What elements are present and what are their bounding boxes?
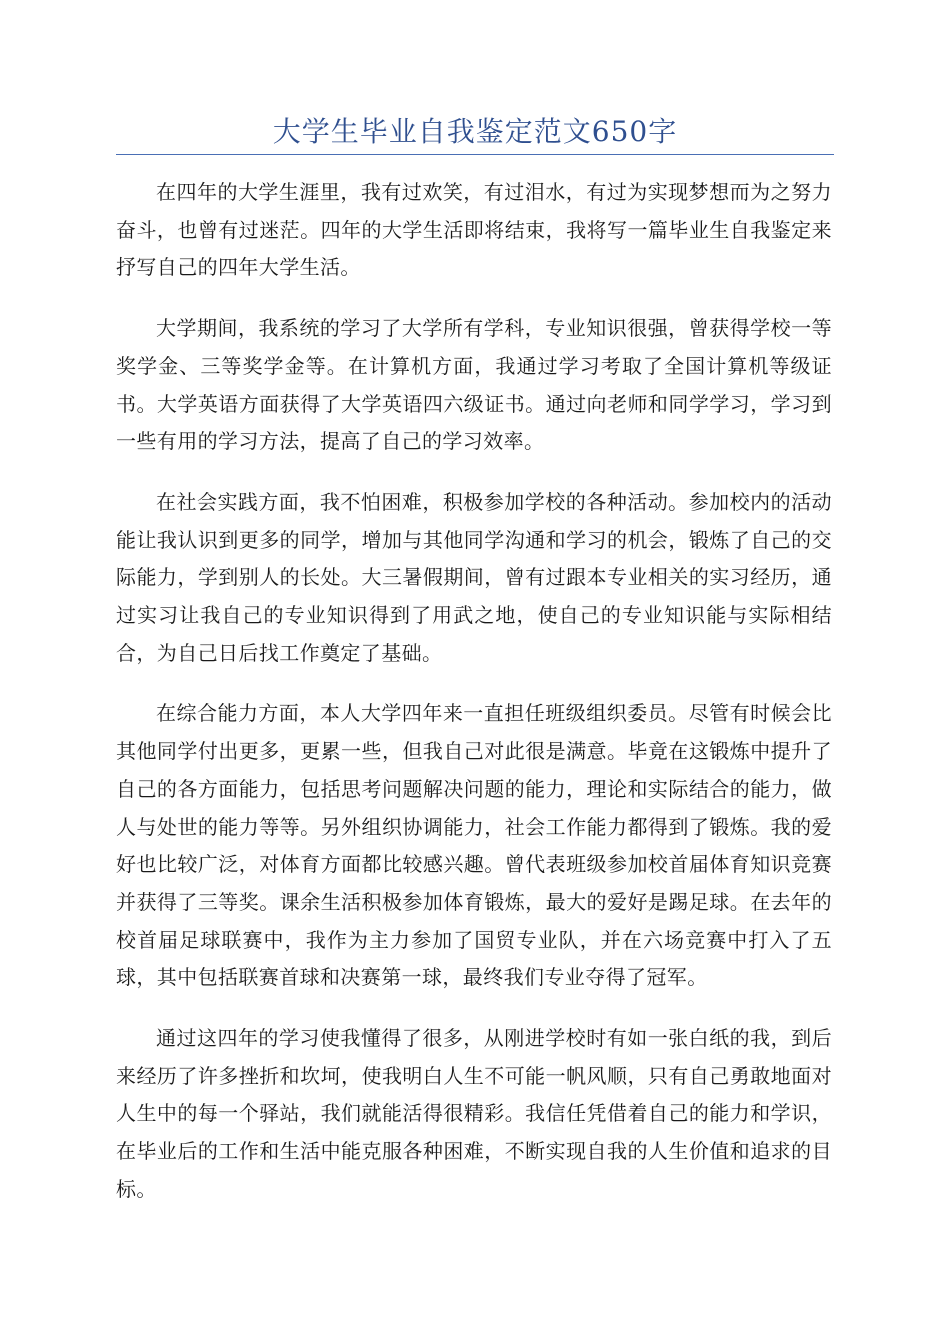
document-body bbox=[116, 174, 832, 1232]
paragraph-conclusion: 通过这四年的学习使我懂得了很多，从刚进学校时有如一张白纸的我，到后来经历了许多挫折和坎坷，使我明白人生不可能一帆风顺，只有自己勇敢地面对人生中的每一个驿站，我们就能活得很精彩。我信任凭借着自己的能力和学识，在毕业后的工作和生活中能克服各种困难，不断实现自我的人生价值和追求的目标。 bbox=[116, 1026, 832, 1201]
title-underline bbox=[116, 154, 834, 155]
paragraph-academics: 大学期间，我系统的学习了大学所有学科，专业知识很强，曾获得学校一等奖学金、三等奖学金等。在计算机方面，我通过学习考取了全国计算机等级证书。大学英语方面获得了大学英语四六级证书。通过向老师和同学学习，学习到一些有用的学习方法，提高了自己的学习效率。 bbox=[116, 316, 832, 454]
document-title: 大学生毕业自我鉴定范文650字 bbox=[272, 115, 678, 148]
paragraph-intro: 在四年的大学生涯里，我有过欢笑，有过泪水，有过为实现梦想而为之努力奋斗，也曾有过迷茫。四年的大学生活即将结束，我将写一篇毕业生自我鉴定来抒写自己的四年大学生活。 bbox=[116, 180, 832, 280]
paragraph-overall-ability: 在综合能力方面，本人大学四年来一直担任班级组织委员。尽管有时候会比其他同学付出更多，更累一些，但我自己对此很是满意。毕竟在这锻炼中提升了自己的各方面能力，包括思考问题解决问题的能力，理论和实际结合的能力，做人与处世的能力等等。另外组织协调能力，社会工作能力都得到了锻炼。我的爱好也比较广泛，对体育方面都比较感兴趣。曾代表班级参加校首届体育知识竞赛并获得了三等奖。课余生活积极参加体育锻炼，最大的爱好是踢足球。在去年的校首届足球联赛中，我作为主力参加了国贸专业队，并在六场竞赛中打入了五球，其中包括联赛首球和决赛第一球，最终我们专业夺得了冠军。 bbox=[116, 701, 832, 990]
paragraph-social-practice: 在社会实践方面，我不怕困难，积极参加学校的各种活动。参加校内的活动能让我认识到更多的同学，增加与其他同学沟通和学习的机会，锻炼了自己的交际能力，学到别人的长处。大三暑假期间，曾有过跟本专业相关的实习经历，通过实习让我自己的专业知识得到了用武之地，使自己的专业知识能与实际相结合，为自己日后找工作奠定了基础。 bbox=[116, 489, 832, 665]
